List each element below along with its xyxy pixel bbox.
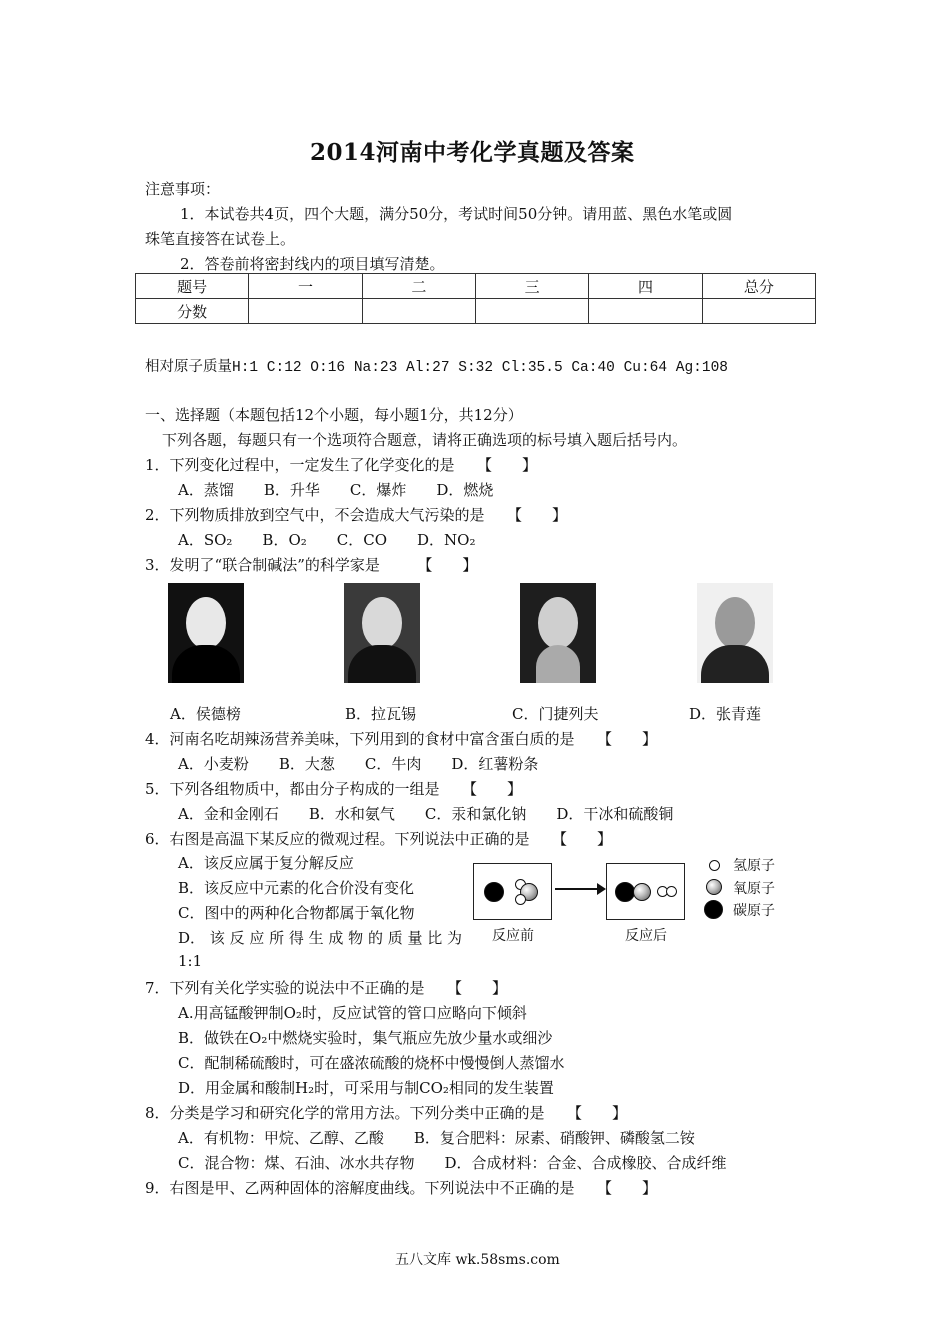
question-5: 5．下列各组物质中，都由分子构成的一组是 【 】 [145,780,523,798]
oxygen-legend-icon [706,879,722,895]
after-reaction-label: 反应后 [625,928,667,944]
notice-item-1: 1．本试卷共4页，四个大题，满分50分，考试时间50分钟。请用蓝、黑色水笔或圆 [180,205,733,223]
score-cell: 四 [589,274,702,299]
oxygen-atom-icon [633,883,651,901]
question-8-options-ab: A．有机物：甲烷、乙醇、乙酸 B．复合肥料：尿素、硝酸钾、磷酸氢二铵 [178,1129,695,1147]
question-9: 9．右图是甲、乙两种固体的溶解度曲线。下列说法中不正确的是 【 】 [145,1179,658,1197]
question-2: 2．下列物质排放到空气中，不会造成大气污染的是 【 】 [145,506,568,524]
legend-carbon-label: 碳原子 [733,903,775,919]
footer-watermark: 五八文库 wk.58sms.com [395,1252,560,1268]
question-2-options: A．SO₂ B．O₂ C．CO D．NO₂ [178,531,476,549]
question-3-option-b: B．拉瓦锡 [345,705,417,723]
score-cell[interactable] [589,299,702,324]
table-row [136,299,816,324]
atomic-mass-line: 相对原子质量H:1 C:12 O:16 Na:23 Al:27 S:32 Cl:35.5 Ca:40 Cu:64 Ag:108 [145,360,728,376]
score-cell: 题号 [136,274,249,299]
question-1-options: A．蒸馏 B．升华 C．爆炸 D．燃烧 [178,481,494,499]
question-7-option-a: A.用高锰酸钾制O₂时，反应试管的管口应略向下倾斜 [178,1004,527,1022]
question-6-option-d: D． 该 反 应 所 得 生 成 物 的 质 量 比 为 [178,929,463,947]
notice-heading: 注意事项： [145,180,221,198]
question-1: 1．下列变化过程中，一定发生了化学变化的是 【 】 [145,456,538,474]
reaction-arrow-icon [555,888,599,890]
hydrogen-legend-icon [709,860,720,871]
portrait-hou-debang [168,583,244,683]
question-7: 7．下列有关化学实验的说法中不正确的是 【 】 [145,979,508,997]
score-cell[interactable] [702,299,815,324]
legend-oxygen-label: 氧原子 [733,881,775,897]
question-3-option-d: D．张青莲 [689,705,762,723]
score-cell: 三 [475,274,588,299]
hydrogen-atom-icon [515,894,526,905]
legend-hydrogen-label: 氢原子 [733,858,775,874]
reaction-arrow-head-icon [597,883,606,895]
question-7-option-d: D．用金属和酸制H₂时，可采用与制CO₂相同的发生装置 [178,1079,554,1097]
score-cell: 分数 [136,299,249,324]
question-4-options: A．小麦粉 B．大葱 C．牛肉 D．红薯粉条 [178,755,539,773]
before-reaction-label: 反应前 [492,928,534,944]
carbon-legend-icon [704,900,723,919]
portrait-mendeleev [520,583,596,683]
portrait-zhang-qinglian [697,583,773,683]
portrait-lavoisier [344,583,420,683]
before-reaction-box [473,863,552,920]
table-row [136,274,816,299]
question-3: 3．发明了“联合制碱法”的科学家是 【 】 [145,556,478,574]
hydrogen-atom-icon [666,886,677,897]
question-7-option-b: B．做铁在O₂中燃烧实验时，集气瓶应先放少量水或细沙 [178,1029,553,1047]
question-5-options: A．金和金刚石 B．水和氨气 C．汞和氯化钠 D．干冰和硫酸铜 [178,805,674,823]
notice-item-1-cont: 珠笔直接答在试卷上。 [145,230,296,248]
score-cell[interactable] [475,299,588,324]
notice-item-2: 2．答卷前将密封线内的项目填写清楚。 [180,255,445,273]
score-table [135,273,816,324]
question-3-option-c: C．门捷列夫 [512,705,599,723]
question-3-option-a: A．侯德榜 [170,705,241,723]
question-6-option-a: A．该反应属于复分解反应 [178,854,354,872]
question-7-option-c: C．配制稀硫酸时，可在盛浓硫酸的烧杯中慢慢倒人蒸馏水 [178,1054,565,1072]
carbon-atom-icon [484,882,504,902]
section-1-heading: 一、选择题（本题包括12个小题，每小题1分，共12分） [145,406,523,424]
score-cell: 二 [362,274,475,299]
score-cell: 总分 [702,274,815,299]
score-cell[interactable] [249,299,362,324]
question-6: 6．右图是高温下某反应的微观过程。下列说法中正确的是 【 】 [145,830,613,848]
question-4: 4．河南名吃胡辣汤营养美味，下列用到的食材中富含蛋白质的是 【 】 [145,730,658,748]
question-8-options-cd: C．混合物：煤、石油、冰水共存物 D．合成材料：合金、合成橡胶、合成纤维 [178,1154,727,1172]
section-1-instruction: 下列各题，每题只有一个选项符合题意，请将正确选项的标号填入题后括号内。 [162,431,688,449]
score-cell: 一 [249,274,362,299]
question-8: 8．分类是学习和研究化学的常用方法。下列分类中正确的是 【 】 [145,1104,628,1122]
question-6-option-d-cont: 1:1 [178,952,203,970]
score-cell[interactable] [362,299,475,324]
after-reaction-box [606,863,685,920]
page-title: 2014河南中考化学真题及答案 [310,139,635,166]
question-6-option-c: C．图中的两种化合物都属于氧化物 [178,904,415,922]
carbon-atom-icon [615,882,635,902]
question-6-option-b: B．该反应中元素的化合价没有变化 [178,879,415,897]
